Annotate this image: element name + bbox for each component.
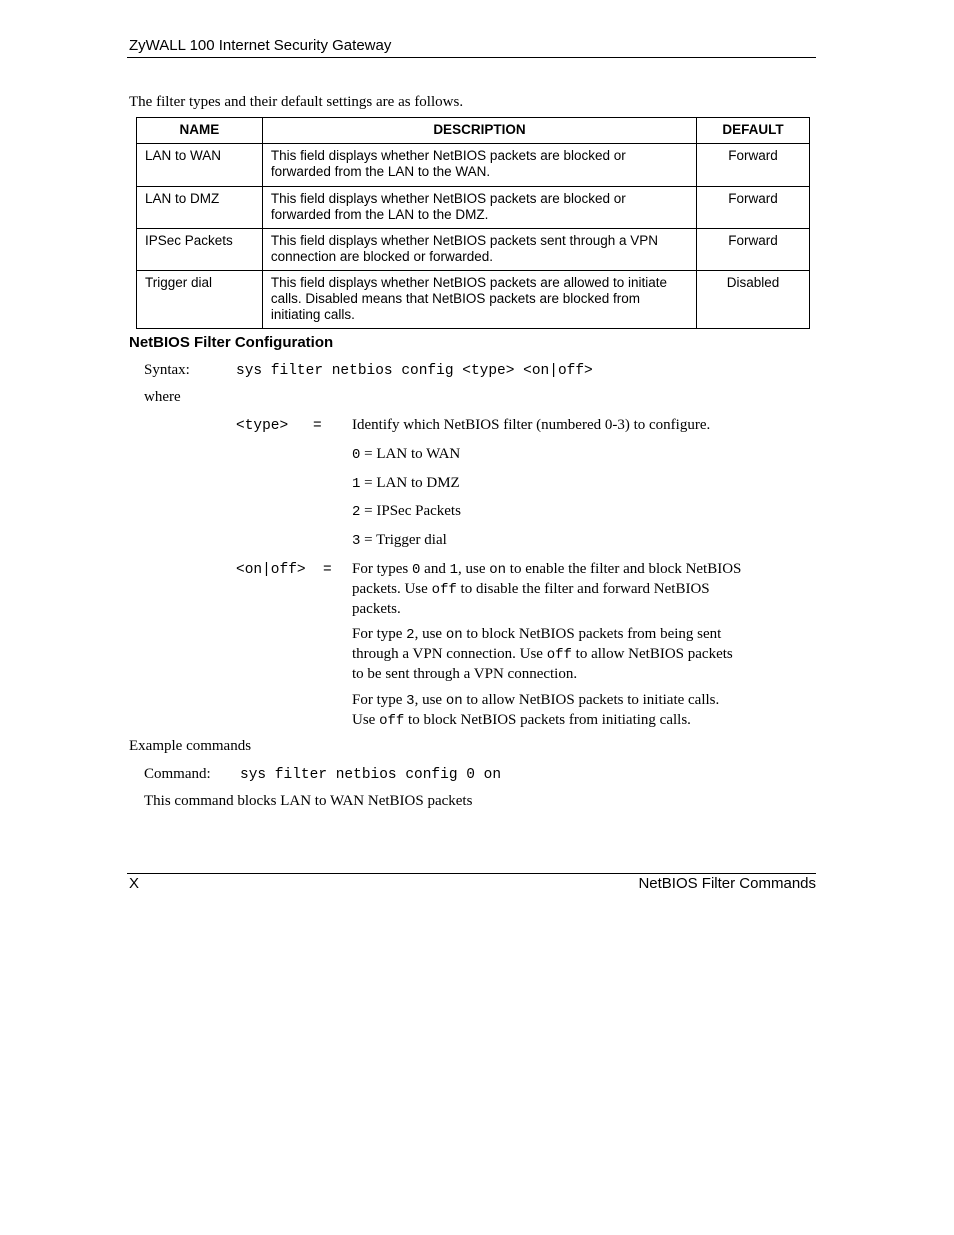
cell-description: This field displays whether NetBIOS packets sent through a VPN connection are blocked or forwarded. [262,229,696,271]
code: off [546,647,572,663]
onoff-paragraph-2 [352,625,744,684]
text: For types [352,561,412,577]
text: , use [414,626,446,642]
type-code: 0 [352,447,361,463]
cell-name: LAN to DMZ [137,187,263,229]
type-option [352,474,460,494]
text: to block NetBIOS packets from being sent through a VPN connection. Use [352,626,722,662]
type-description: Identify which NetBIOS filter (numbered 0-3) to configure. [352,417,711,433]
footer-chapter-title: NetBIOS Filter Commands [638,875,816,892]
cell-name: LAN to WAN [137,144,263,187]
column-header-name: NAME [137,118,263,144]
cell-default: Forward [697,144,810,187]
table-row [137,271,810,329]
footer-rule [127,873,816,874]
text: to allow NetBIOS packets to be sent through a VPN connection. [352,646,733,682]
code: on [445,693,463,709]
example-heading: Example commands [129,738,252,754]
onoff-paragraph-3 [352,691,744,731]
type-code: 3 [352,533,361,549]
code: off [431,582,457,598]
type-param: <type> [236,418,289,434]
code: 3 [406,693,415,709]
column-header-default: DEFAULT [697,118,810,144]
onoff-paragraph-1 [352,560,744,619]
where-label: where [144,389,181,405]
type-label: = LAN to WAN [360,446,461,462]
cell-default: Forward [697,187,810,229]
text: For type [352,626,407,642]
text: to enable the filter and block NetBIOS packets. Use [352,561,742,597]
table-header-row [137,118,810,144]
type-label: = IPSec Packets [360,503,461,519]
cell-default: Forward [697,229,810,271]
text: to allow NetBIOS packets to initiate calls. Use [352,692,720,728]
type-label: = LAN to DMZ [360,475,460,491]
cell-default: Disabled [697,271,810,329]
table-row [137,187,810,229]
code: 1 [449,562,458,578]
code: 0 [412,562,421,578]
text: and [420,561,450,577]
type-label: = Trigger dial [360,532,447,548]
code: on [489,562,507,578]
text: , use [414,692,446,708]
text: to disable the filter and forward NetBIOS packets. [352,581,710,617]
cell-description: This field displays whether NetBIOS packets are allowed to initiate calls. Disabled means that NetBIOS packets are blocked from initiating calls. [262,271,696,329]
filter-types-table [136,117,810,329]
table-row [137,144,810,187]
onoff-param: <on|off> [236,562,306,578]
page-header-title: ZyWALL 100 Internet Security Gateway [129,37,392,54]
cell-description: This field displays whether NetBIOS packets are blocked or forwarded from the LAN to the DMZ. [262,187,696,229]
syntax-label: Syntax: [144,362,190,378]
header-rule [127,57,816,58]
cell-description: This field displays whether NetBIOS packets are blocked or forwarded from the LAN to the WAN. [262,144,696,187]
code: off [379,713,405,729]
syntax-command: sys filter netbios config <type> <on|off> [236,363,593,379]
cell-name: IPSec Packets [137,229,263,271]
code: on [445,627,463,643]
cell-name: Trigger dial [137,271,263,329]
example-note: This command blocks LAN to WAN NetBIOS packets [144,793,473,809]
type-code: 2 [352,504,361,520]
type-code: 1 [352,476,361,492]
type-equals: = [313,418,322,434]
column-header-description: DESCRIPTION [262,118,696,144]
text: , use [457,561,490,577]
type-option [352,445,460,465]
command-label: Command: [144,766,211,782]
intro-text: The filter types and their default settings are as follows. [129,94,464,110]
table-row [137,229,810,271]
section-title: NetBIOS Filter Configuration [129,334,334,351]
page-number: X [129,875,140,892]
text: For type [352,692,407,708]
code: 2 [406,627,415,643]
type-option [352,502,461,522]
onoff-equals: = [323,562,332,578]
type-option [352,531,447,551]
example-command: sys filter netbios config 0 on [240,767,502,783]
text: to block NetBIOS packets from initiating calls. [404,712,691,728]
